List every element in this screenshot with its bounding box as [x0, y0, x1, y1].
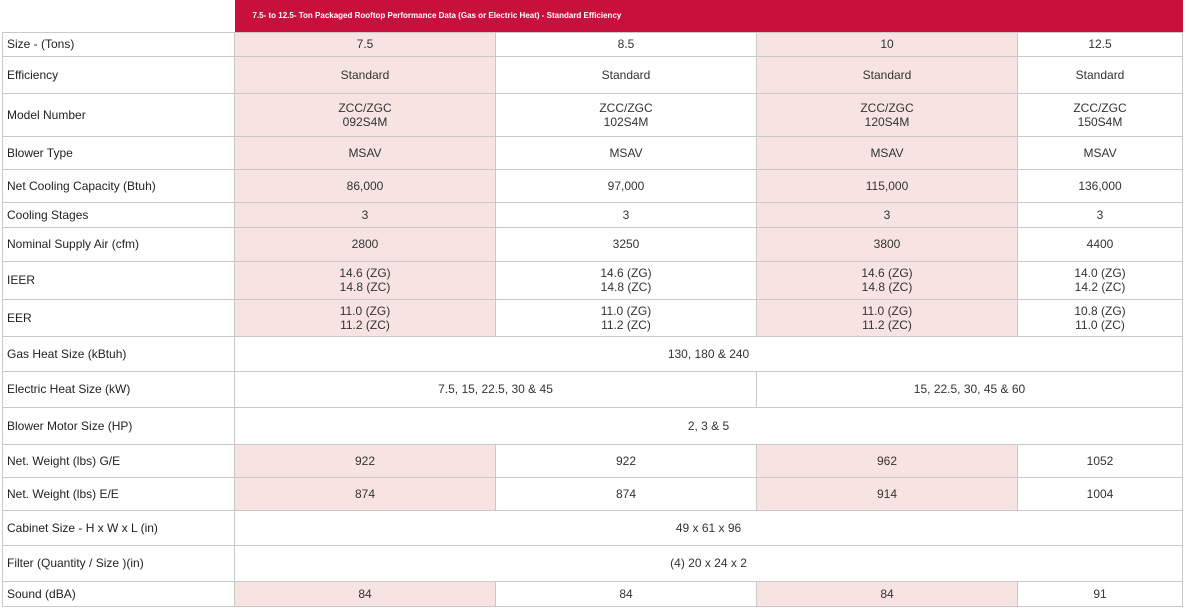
cell-value-merged: (4) 20 x 24 x 2: [235, 545, 1183, 581]
cell-value: [1018, 93, 1183, 136]
cell-value: 115,000: [757, 169, 1018, 202]
row-label: EER: [3, 299, 235, 336]
row-net-cooling-capacity: [3, 169, 1183, 202]
cell-value: 2800: [235, 227, 496, 261]
header-blank-cell: [3, 0, 235, 32]
table-header-row: [3, 0, 1183, 32]
cell-value: 1052: [1018, 444, 1183, 477]
row-net-weight-ge: [3, 444, 1183, 477]
eer-zg: 10.8 (ZG): [1074, 303, 1126, 318]
cell-value: 874: [235, 477, 496, 510]
row-label: Size - (Tons): [3, 32, 235, 56]
ieer-zg: 14.6 (ZG): [600, 266, 652, 280]
cell-value-merged: 2, 3 & 5: [235, 407, 1183, 444]
row-filter: [3, 545, 1183, 581]
model-line-2: 092S4M: [342, 114, 388, 129]
ieer-zc: 14.8 (ZC): [861, 280, 913, 294]
row-label: Gas Heat Size (kBtuh): [3, 336, 235, 371]
model-line-2: 120S4M: [864, 114, 910, 129]
model-line-2: 102S4M: [603, 114, 649, 129]
cell-value: [1018, 261, 1183, 299]
cell-value-merged: 7.5, 15, 22.5, 30 & 45: [235, 371, 757, 407]
cell-value: 4400: [1018, 227, 1183, 261]
row-cabinet-size: [3, 510, 1183, 545]
cell-value: 86,000: [235, 169, 496, 202]
cell-value: 1004: [1018, 477, 1183, 510]
cell-value-merged: 49 x 61 x 96: [235, 510, 1183, 545]
cell-value: [1018, 299, 1183, 336]
cell-value: 874: [496, 477, 757, 510]
row-sound: [3, 581, 1183, 606]
row-label: Cooling Stages: [3, 202, 235, 227]
cell-value: [496, 261, 757, 299]
ieer-zc: 14.8 (ZC): [600, 280, 652, 294]
cell-value: [757, 93, 1018, 136]
model-line-1: ZCC/ZGC: [860, 100, 914, 115]
model-line-1: ZCC/ZGC: [599, 100, 653, 115]
cell-value-merged: 130, 180 & 240: [235, 336, 1183, 371]
cell-value: 922: [235, 444, 496, 477]
row-label: Net Cooling Capacity (Btuh): [3, 169, 235, 202]
row-cooling-stages: [3, 202, 1183, 227]
row-ieer: [3, 261, 1183, 299]
cell-value: 3800: [757, 227, 1018, 261]
cell-value: 3250: [496, 227, 757, 261]
eer-zg: 11.0 (ZG): [339, 303, 391, 318]
cell-value: 3: [1018, 202, 1183, 227]
row-net-weight-ee: [3, 477, 1183, 510]
cell-7-5-ton: 7.5: [235, 32, 496, 56]
cell-value: Standard: [757, 56, 1018, 93]
cell-value: 3: [235, 202, 496, 227]
cell-value: Standard: [496, 56, 757, 93]
cell-value: [235, 299, 496, 336]
row-label: Net. Weight (lbs) E/E: [3, 477, 235, 510]
row-label: Filter (Quantity / Size )(in): [3, 545, 235, 581]
row-label: Net. Weight (lbs) G/E: [3, 444, 235, 477]
cell-value: MSAV: [757, 136, 1018, 169]
ieer-zg: 14.0 (ZG): [1074, 266, 1126, 280]
model-line-1: ZCC/ZGC: [1073, 100, 1127, 115]
cell-value: 922: [496, 444, 757, 477]
row-label: Efficiency: [3, 56, 235, 93]
cell-value: [235, 261, 496, 299]
row-nominal-supply-air: [3, 227, 1183, 261]
row-label: Electric Heat Size (kW): [3, 371, 235, 407]
cell-8-5-ton: 8.5: [496, 32, 757, 56]
cell-value: 962: [757, 444, 1018, 477]
row-electric-heat-size: [3, 371, 1183, 407]
cell-12-5-ton: 12.5: [1018, 32, 1183, 56]
cell-value: MSAV: [1018, 136, 1183, 169]
cell-10-ton: 10: [757, 32, 1018, 56]
cell-value: 3: [757, 202, 1018, 227]
model-line-2: 150S4M: [1077, 114, 1123, 129]
cell-value: 84: [235, 581, 496, 606]
row-label: IEER: [3, 261, 235, 299]
cell-value-merged: 15, 22.5, 30, 45 & 60: [757, 371, 1183, 407]
eer-zc: 11.0 (ZC): [1075, 317, 1125, 332]
eer-zc: 11.2 (ZC): [340, 317, 390, 332]
row-efficiency: [3, 56, 1183, 93]
row-size: [3, 32, 1183, 56]
row-model-number: [3, 93, 1183, 136]
row-label: Cabinet Size - H x W x L (in): [3, 510, 235, 545]
eer-zc: 11.2 (ZC): [601, 317, 651, 332]
row-blower-type: [3, 136, 1183, 169]
row-gas-heat-size: [3, 336, 1183, 371]
cell-value: 91: [1018, 581, 1183, 606]
cell-value: [496, 299, 757, 336]
row-label: Sound (dBA): [3, 581, 235, 606]
cell-value: MSAV: [235, 136, 496, 169]
model-line-1: ZCC/ZGC: [338, 100, 392, 115]
row-label: Nominal Supply Air (cfm): [3, 227, 235, 261]
cell-value: 97,000: [496, 169, 757, 202]
ieer-zc: 14.2 (ZC): [1074, 280, 1126, 294]
cell-value: 84: [496, 581, 757, 606]
table-title: 7.5- to 12.5- Ton Packaged Rooftop Performance Data (Gas or Electric Heat) - Standard Efficiency: [235, 0, 1183, 32]
eer-zg: 11.0 (ZG): [861, 303, 913, 318]
row-eer: [3, 299, 1183, 336]
row-label: Blower Type: [3, 136, 235, 169]
cell-value: 3: [496, 202, 757, 227]
cell-value: [757, 261, 1018, 299]
eer-zg: 11.0 (ZG): [600, 303, 652, 318]
eer-zc: 11.2 (ZC): [862, 317, 912, 332]
cell-value: [496, 93, 757, 136]
row-blower-motor-size: [3, 407, 1183, 444]
cell-value: Standard: [235, 56, 496, 93]
row-label: Blower Motor Size (HP): [3, 407, 235, 444]
performance-data-table: [2, 0, 1183, 607]
cell-value: [235, 93, 496, 136]
ieer-zg: 14.6 (ZG): [339, 266, 391, 280]
cell-value: Standard: [1018, 56, 1183, 93]
cell-value: MSAV: [496, 136, 757, 169]
cell-value: 136,000: [1018, 169, 1183, 202]
cell-value: [757, 299, 1018, 336]
cell-value: 84: [757, 581, 1018, 606]
ieer-zc: 14.8 (ZC): [339, 280, 391, 294]
row-label: Model Number: [3, 93, 235, 136]
cell-value: 914: [757, 477, 1018, 510]
ieer-zg: 14.6 (ZG): [861, 266, 913, 280]
